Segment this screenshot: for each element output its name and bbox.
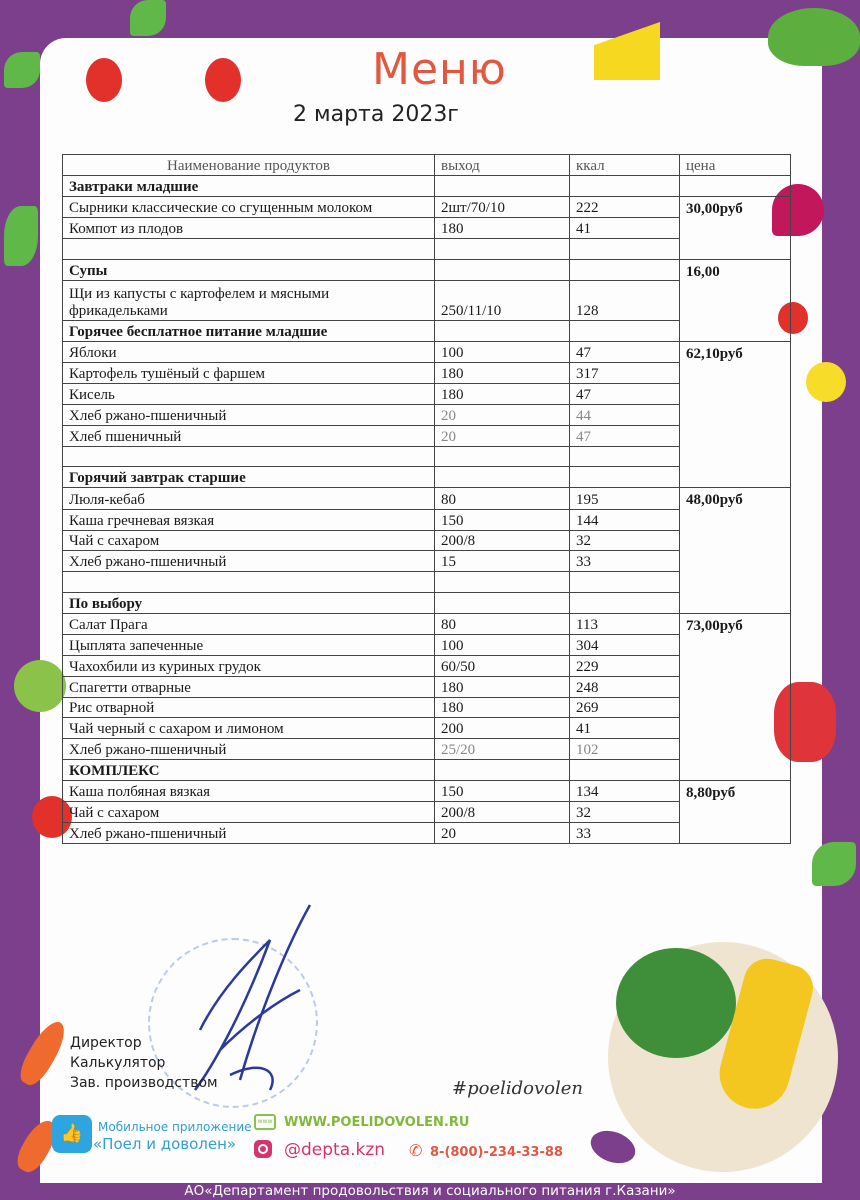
item-price [680, 676, 791, 697]
item-output [435, 175, 570, 196]
table-row [63, 530, 791, 551]
item-price [680, 321, 791, 342]
item-kcal: 33 [570, 551, 680, 572]
item-kcal [570, 259, 680, 281]
item-output [435, 760, 570, 781]
item-price: 8,80руб [680, 780, 791, 802]
item-name [63, 238, 435, 259]
item-output: 250/11/10 [435, 281, 570, 321]
item-name: Картофель тушёный с фаршем [63, 363, 435, 384]
item-name: Щи из капусты с картофелем и мясными фрикадельками [63, 281, 435, 321]
item-name: Спагетти отварные [63, 676, 435, 697]
item-output: 80 [435, 613, 570, 635]
header-kcal: ккал [570, 155, 680, 176]
item-kcal: 128 [570, 281, 680, 321]
item-kcal: 47 [570, 425, 680, 446]
item-output: 100 [435, 635, 570, 656]
page-title: Меню [372, 44, 507, 95]
lettuce-icon [768, 8, 860, 66]
table-row [63, 446, 791, 467]
tomato-icon [86, 58, 122, 102]
item-kcal: 41 [570, 718, 680, 739]
item-name: По выбору [63, 592, 435, 613]
item-kcal: 32 [570, 802, 680, 823]
item-kcal: 144 [570, 509, 680, 530]
item-price [680, 823, 791, 844]
website-link[interactable]: WWW.POELIDOVOLEN.RU [284, 1115, 470, 1130]
item-kcal: 134 [570, 780, 680, 802]
item-kcal: 33 [570, 823, 680, 844]
item-output: 150 [435, 780, 570, 802]
smiley-icon [806, 362, 846, 402]
item-name: Завтраки младшие [63, 175, 435, 196]
table-row [63, 613, 791, 635]
header-output: выход [435, 155, 570, 176]
item-price: 16,00 [680, 259, 791, 281]
section-row [63, 760, 791, 781]
table-row [63, 488, 791, 510]
item-kcal [570, 238, 680, 259]
calculator-label: Калькулятор [70, 1055, 166, 1071]
item-price [680, 175, 791, 196]
item-price [680, 697, 791, 718]
item-price [680, 551, 791, 572]
apple-icon [14, 660, 66, 712]
item-price: 30,00руб [680, 196, 791, 218]
item-kcal [570, 467, 680, 488]
item-price [680, 446, 791, 467]
item-output [435, 238, 570, 259]
table-row [63, 656, 791, 677]
table-row [63, 551, 791, 572]
item-price: 48,00руб [680, 488, 791, 510]
item-name: Хлеб ржано-пшеничный [63, 739, 435, 760]
item-kcal [570, 446, 680, 467]
item-price: 62,10руб [680, 341, 791, 363]
item-price [680, 238, 791, 259]
item-kcal [570, 572, 680, 593]
hashtag: #poelidovolen [452, 1078, 583, 1099]
app-icon: 👍 [52, 1115, 92, 1153]
item-output: 15 [435, 551, 570, 572]
item-output: 180 [435, 697, 570, 718]
item-output: 20 [435, 425, 570, 446]
section-row [63, 467, 791, 488]
item-kcal [570, 321, 680, 342]
item-output: 150 [435, 509, 570, 530]
item-kcal: 229 [570, 656, 680, 677]
item-price [680, 802, 791, 823]
item-output: 80 [435, 488, 570, 510]
section-row [63, 592, 791, 613]
item-output: 60/50 [435, 656, 570, 677]
item-output: 180 [435, 384, 570, 405]
item-name: Рис отварной [63, 697, 435, 718]
item-name: Супы [63, 259, 435, 281]
table-row [63, 718, 791, 739]
item-price [680, 509, 791, 530]
item-output: 25/20 [435, 739, 570, 760]
header-name: Наименование продуктов [63, 155, 435, 176]
signatories [70, 1033, 218, 1093]
section-row [63, 259, 791, 281]
item-kcal: 47 [570, 384, 680, 405]
item-name: Хлеб ржано-пшеничный [63, 405, 435, 426]
item-output: 200 [435, 718, 570, 739]
phone-number[interactable]: 8-(800)-234-33-88 [430, 1145, 563, 1160]
item-name: Каша гречневая вязкая [63, 509, 435, 530]
cucumber-icon [4, 206, 38, 266]
item-price [680, 572, 791, 593]
item-price [680, 384, 791, 405]
table-row [63, 238, 791, 259]
item-price [680, 739, 791, 760]
menu-table [62, 154, 791, 844]
item-name: Чай черный с сахаром и лимоном [63, 718, 435, 739]
item-kcal [570, 175, 680, 196]
item-name [63, 446, 435, 467]
item-price [680, 425, 791, 446]
item-output: 20 [435, 823, 570, 844]
item-name: Каша полбяная вязкая [63, 780, 435, 802]
item-kcal: 222 [570, 196, 680, 218]
item-name: Горячий завтрак старшие [63, 467, 435, 488]
item-name: Хлеб пшеничный [63, 425, 435, 446]
item-kcal: 44 [570, 405, 680, 426]
table-row [63, 697, 791, 718]
item-output: 20 [435, 405, 570, 426]
leaf-icon [4, 52, 40, 88]
item-output: 2шт/70/10 [435, 196, 570, 218]
section-row [63, 321, 791, 342]
item-name: Горячее бесплатное питание младшие [63, 321, 435, 342]
item-kcal: 304 [570, 635, 680, 656]
item-name: Люля-кебаб [63, 488, 435, 510]
item-name: Салат Прага [63, 613, 435, 635]
table-row [63, 780, 791, 802]
table-header-row [63, 155, 791, 176]
tomato-icon [205, 58, 241, 102]
table-row [63, 572, 791, 593]
item-output: 200/8 [435, 530, 570, 551]
item-kcal: 317 [570, 363, 680, 384]
leaf-icon [130, 0, 166, 36]
item-name: Кисель [63, 384, 435, 405]
header-price: цена [680, 155, 791, 176]
item-kcal: 32 [570, 530, 680, 551]
item-kcal [570, 760, 680, 781]
item-name: Компот из плодов [63, 218, 435, 239]
item-price [680, 635, 791, 656]
item-price: 73,00руб [680, 613, 791, 635]
item-output: 180 [435, 363, 570, 384]
table-row [63, 823, 791, 844]
menu-date: 2 марта 2023г [293, 102, 459, 127]
item-name: Чай с сахаром [63, 802, 435, 823]
item-kcal [570, 592, 680, 613]
table-row [63, 635, 791, 656]
item-output [435, 572, 570, 593]
table-row [63, 218, 791, 239]
item-kcal: 47 [570, 341, 680, 363]
item-kcal: 269 [570, 697, 680, 718]
item-price [680, 363, 791, 384]
item-price [680, 467, 791, 488]
item-output [435, 467, 570, 488]
item-output: 100 [435, 341, 570, 363]
footer-organization: АО«Департамент продовольствия и социального питания г.Казани» [184, 1183, 676, 1199]
item-output [435, 321, 570, 342]
item-output: 180 [435, 218, 570, 239]
table-row [63, 425, 791, 446]
web-icon: www [254, 1114, 276, 1130]
item-output: 180 [435, 676, 570, 697]
app-caption: Мобильное приложение [98, 1120, 252, 1134]
table-row [63, 509, 791, 530]
table-row [63, 802, 791, 823]
item-name: Яблоки [63, 341, 435, 363]
item-price [680, 405, 791, 426]
item-kcal: 195 [570, 488, 680, 510]
item-price [680, 760, 791, 781]
table-row [63, 196, 791, 218]
menu-body [63, 175, 791, 843]
item-name: Чай с сахаром [63, 530, 435, 551]
item-output [435, 259, 570, 281]
item-price [680, 218, 791, 239]
item-kcal: 113 [570, 613, 680, 635]
item-price [680, 592, 791, 613]
item-name: Цыплята запеченные [63, 635, 435, 656]
item-output: 200/8 [435, 802, 570, 823]
item-price [680, 718, 791, 739]
item-name: Сырники классические со сгущенным молоком [63, 196, 435, 218]
section-row [63, 175, 791, 196]
item-price [680, 281, 791, 321]
item-name: КОМПЛЕКС [63, 760, 435, 781]
instagram-link[interactable]: @depta.kzn [284, 1140, 386, 1160]
item-name: Хлеб ржано-пшеничный [63, 823, 435, 844]
item-output [435, 592, 570, 613]
item-price [680, 530, 791, 551]
leaf-icon [812, 842, 856, 886]
production-head-label: Зав. производством [70, 1075, 218, 1091]
instagram-icon [254, 1140, 272, 1158]
item-kcal: 41 [570, 218, 680, 239]
phone-icon: ✆ [409, 1141, 423, 1160]
table-row [63, 676, 791, 697]
item-name [63, 572, 435, 593]
broccoli-icon [616, 948, 736, 1058]
item-price [680, 656, 791, 677]
item-name: Чахохбили из куриных грудок [63, 656, 435, 677]
item-kcal: 248 [570, 676, 680, 697]
table-row [63, 341, 791, 363]
director-label: Директор [70, 1035, 142, 1051]
table-row [63, 363, 791, 384]
table-row [63, 281, 791, 321]
item-name: Хлеб ржано-пшеничный [63, 551, 435, 572]
table-row [63, 405, 791, 426]
table-row [63, 739, 791, 760]
table-row [63, 384, 791, 405]
item-output [435, 446, 570, 467]
item-kcal: 102 [570, 739, 680, 760]
app-name: «Поел и доволен» [93, 1135, 237, 1153]
